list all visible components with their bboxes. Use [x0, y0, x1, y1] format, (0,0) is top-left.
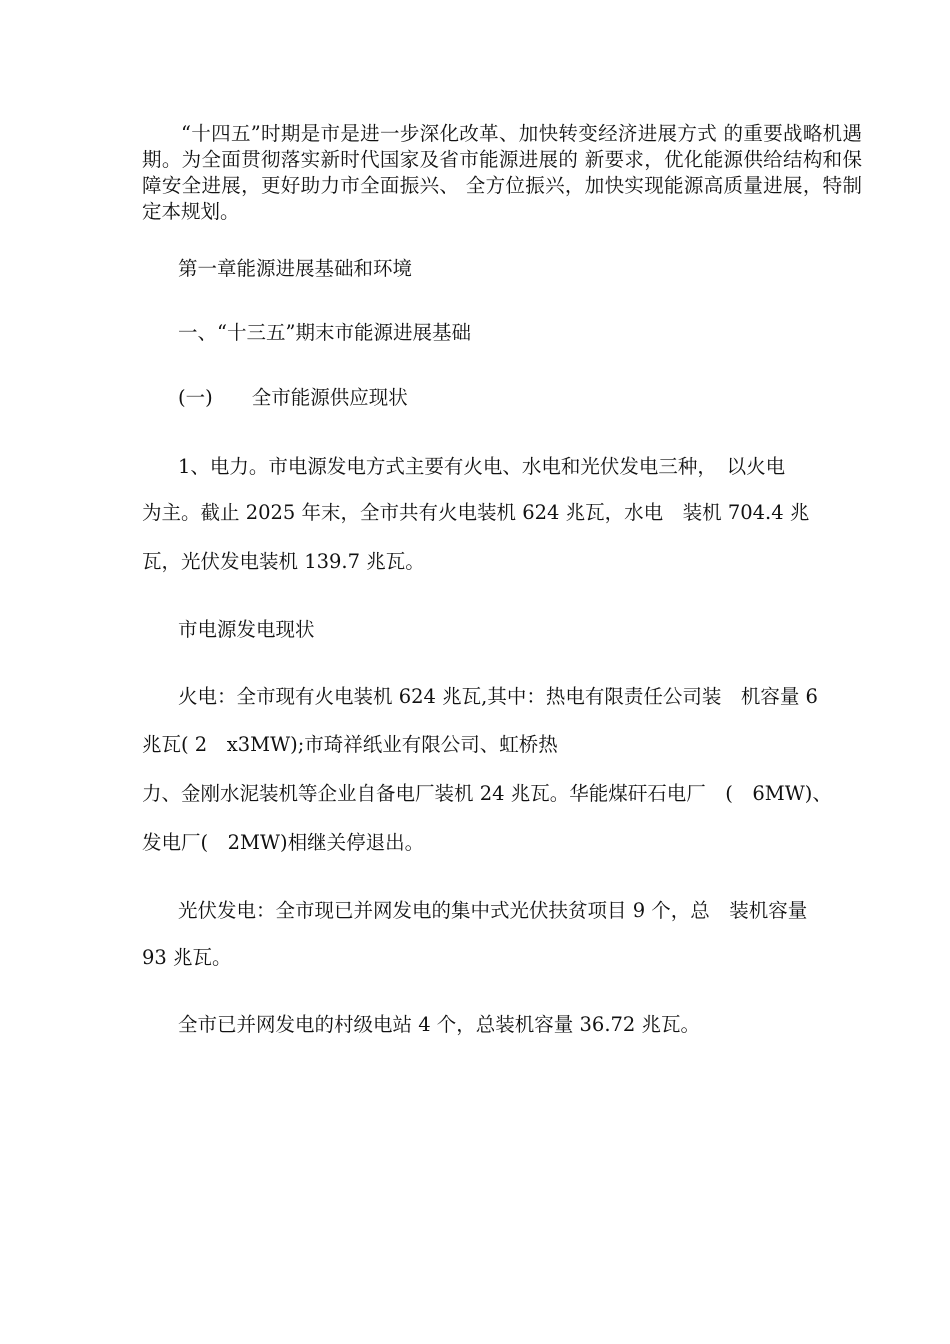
section-heading: 一、“十三五”期末市能源进展基础 — [178, 321, 471, 344]
thermal-line-3: 力、金刚水泥装机等企业自备电厂装机 24 兆瓦。华能煤矸石电厂 ( 6MW)、 — [142, 782, 832, 805]
chapter-heading: 第一章能源进展基础和环境 — [178, 257, 413, 280]
status-heading: 市电源发电现状 — [178, 618, 315, 641]
subsection-heading: (一) 全市能源供应现状 — [178, 386, 408, 409]
thermal-line-2: 兆瓦( 2 x3MW);市琦祥纸业有限公司、虹桥热 — [142, 733, 558, 756]
solar-line-1: 光伏发电：全市现已并网发电的集中式光伏扶贫项目 9 个，总 装机容量 — [178, 899, 808, 922]
solar-line-2: 93 兆瓦。 — [142, 946, 232, 969]
intro-paragraph: “十四五”时期是市是进一步深化改革、加快转变经济进展方式 的重要战略机遇期。为全面贯彻落实新时代国家及省市能源进展的 新要求，优化能源供给结构和保障安全进展，更好助力市全面振兴、 全方位振兴，加快实现能源高质量进展，特制定本规划。 — [142, 122, 862, 223]
village-station-line: 全市已并网发电的村级电站 4 个，总装机容量 36.72 兆瓦。 — [178, 1013, 701, 1036]
electricity-line-2: 为主。截止 2025 年末，全市共有火电装机 624 兆瓦，水电 装机 704.4 兆 — [142, 501, 810, 524]
electricity-line-1: 1、电力。市电源发电方式主要有火电、水电和光伏发电三种， 以火电 — [178, 455, 786, 478]
electricity-line-3: 瓦，光伏发电装机 139.7 兆瓦。 — [142, 550, 425, 573]
thermal-line-4: 发电厂( 2MW)相继关停退出。 — [142, 831, 425, 854]
thermal-line-1: 火电：全市现有火电装机 624 兆瓦,其中：热电有限责任公司装 机容量 6 — [178, 685, 818, 708]
